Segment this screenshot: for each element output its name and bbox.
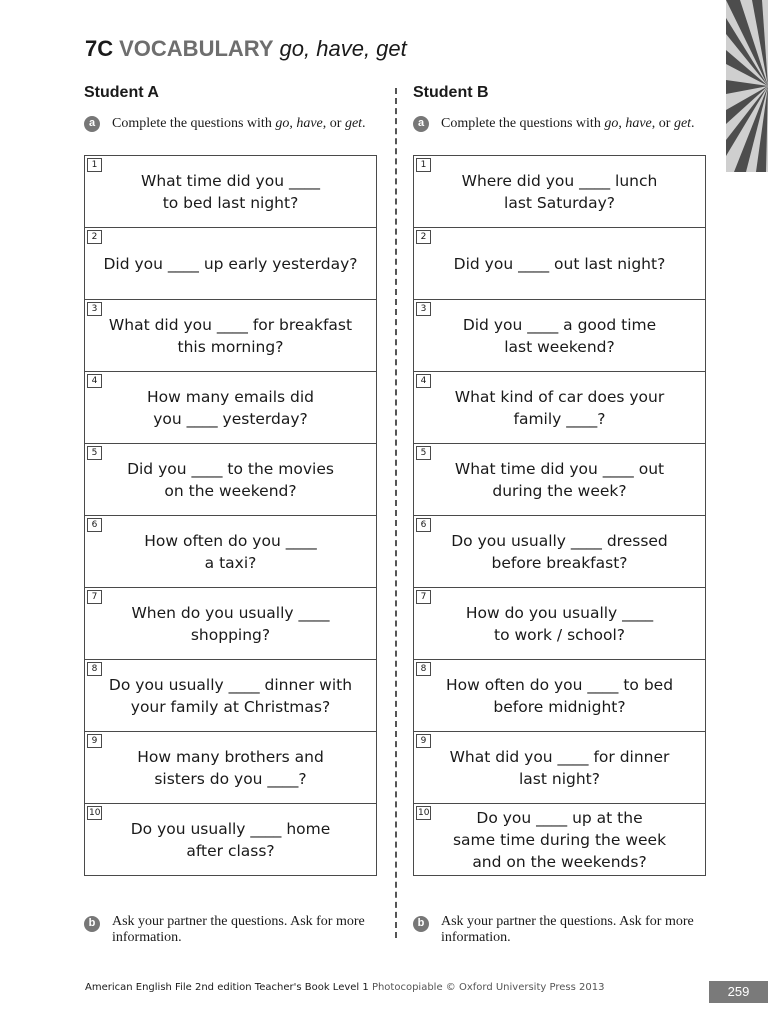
- question-text: Where did you ____ lunch last Saturday?: [461, 171, 658, 212]
- question-number: 10: [418, 808, 430, 818]
- question-text: Do you usually ____ dressed before breakfast?: [451, 531, 668, 572]
- word-go: go: [275, 116, 290, 131]
- question-number: 9: [87, 734, 102, 748]
- question-card: [414, 804, 705, 875]
- question-number: 8: [416, 662, 431, 676]
- question-card: [85, 444, 376, 516]
- question-number: 1: [87, 158, 102, 172]
- question-number: 4: [87, 374, 102, 388]
- instruction-a: [84, 115, 377, 135]
- question-text: What time did you ____ to bed last night?: [141, 171, 320, 212]
- question-text: How do you usually ____ to work / school?: [465, 603, 654, 644]
- question-card: [85, 228, 376, 300]
- part-b-badge: b: [84, 916, 100, 932]
- instruction-b-text: Ask your partner the questions. Ask for more information.: [112, 914, 365, 945]
- question-text: How often do you ____ to bed before midnight?: [445, 675, 674, 716]
- page-title: [85, 36, 407, 62]
- part-b-badge: b: [413, 916, 429, 932]
- part-a-badge: a: [84, 116, 100, 132]
- question-text: What kind of car does your family ____?: [454, 387, 665, 428]
- question-card: [85, 156, 376, 228]
- question-number: 8: [87, 662, 102, 676]
- question-text: Do you usually ____ dinner with your family at Christmas?: [108, 675, 353, 716]
- question-number: 1: [416, 158, 431, 172]
- question-number: 4: [416, 374, 431, 388]
- question-card: [414, 300, 705, 372]
- question-text: How many emails did you ____ yesterday?: [147, 387, 314, 428]
- separator: ,: [289, 116, 297, 131]
- question-number: 5: [416, 446, 431, 460]
- copyright-notice: Photocopiable © Oxford University Press 2013: [371, 982, 605, 993]
- question-text: Did you ____ up early yesterday?: [103, 254, 358, 273]
- question-card: [85, 372, 376, 444]
- word-get: get: [673, 116, 692, 131]
- question-text: How many brothers and sisters do you ____?: [137, 747, 324, 788]
- question-number: 5: [87, 446, 102, 460]
- separator: ,: [618, 116, 626, 131]
- word-go: go: [604, 116, 619, 131]
- student-b-column: [413, 83, 706, 871]
- question-text: When do you usually ____ shopping?: [131, 603, 330, 644]
- question-number: 2: [87, 230, 102, 244]
- question-number: 9: [416, 734, 431, 748]
- sunburst-decoration: [726, 0, 768, 172]
- instruction-text: Complete the questions with: [112, 116, 276, 131]
- question-number: 7: [416, 590, 431, 604]
- question-number: 3: [416, 302, 431, 316]
- cut-line-divider: [395, 88, 397, 938]
- separator: , or: [651, 116, 674, 131]
- unit-number: 7C: [85, 36, 114, 61]
- question-text: Did you ____ to the movies on the weekend?: [127, 459, 334, 500]
- section-label: VOCABULARY: [119, 36, 274, 61]
- question-number: 3: [87, 302, 102, 316]
- word-have: have: [296, 116, 323, 131]
- page-number: 259: [709, 981, 768, 1003]
- question-text: How often do you ____ a taxi?: [144, 531, 317, 572]
- question-number: 6: [87, 518, 102, 532]
- question-text: Did you ____ a good time last weekend?: [462, 315, 657, 356]
- question-number: 10: [89, 808, 101, 818]
- question-card: [414, 660, 705, 732]
- instruction-b-text: Ask your partner the questions. Ask for more information.: [441, 914, 694, 945]
- student-b-question-cards: [413, 155, 706, 876]
- question-card: [85, 660, 376, 732]
- question-card: [414, 516, 705, 588]
- question-text: Do you ____ up at the same time during the week and on the weekends?: [452, 808, 667, 871]
- question-card: [414, 444, 705, 516]
- student-a-question-cards: [84, 155, 377, 876]
- period: .: [691, 116, 695, 131]
- separator: , or: [322, 116, 345, 131]
- footer-credit: [85, 982, 604, 993]
- student-a-heading: Student A: [84, 84, 159, 101]
- question-card: [414, 372, 705, 444]
- question-card: [85, 516, 376, 588]
- instruction-b-student-b: [413, 914, 703, 946]
- question-number: 2: [416, 230, 431, 244]
- question-text: What did you ____ for breakfast this morning?: [108, 315, 353, 356]
- instruction-a: [413, 115, 706, 135]
- part-a-badge: a: [413, 116, 429, 132]
- topic-label: go, have, get: [279, 36, 407, 61]
- question-card: [85, 300, 376, 372]
- question-card: [414, 588, 705, 660]
- question-card: [414, 156, 705, 228]
- question-number: 6: [416, 518, 431, 532]
- book-title: American English File 2nd edition Teacher's Book Level 1: [85, 982, 369, 993]
- period: .: [362, 116, 366, 131]
- question-card: [85, 588, 376, 660]
- question-text: Did you ____ out last night?: [453, 254, 666, 273]
- question-card: [414, 732, 705, 804]
- question-text: What did you ____ for dinner last night?: [449, 747, 670, 788]
- instruction-b-student-a: [84, 914, 374, 946]
- instruction-text: Complete the questions with: [441, 116, 605, 131]
- question-text: Do you usually ____ home after class?: [130, 819, 331, 860]
- question-card: [85, 804, 376, 875]
- word-have: have: [625, 116, 652, 131]
- question-number: 7: [87, 590, 102, 604]
- student-a-column: [84, 83, 377, 860]
- word-get: get: [344, 116, 363, 131]
- question-text: What time did you ____ out during the week?: [454, 459, 665, 500]
- student-b-heading: Student B: [413, 84, 489, 101]
- question-card: [85, 732, 376, 804]
- question-card: [414, 228, 705, 300]
